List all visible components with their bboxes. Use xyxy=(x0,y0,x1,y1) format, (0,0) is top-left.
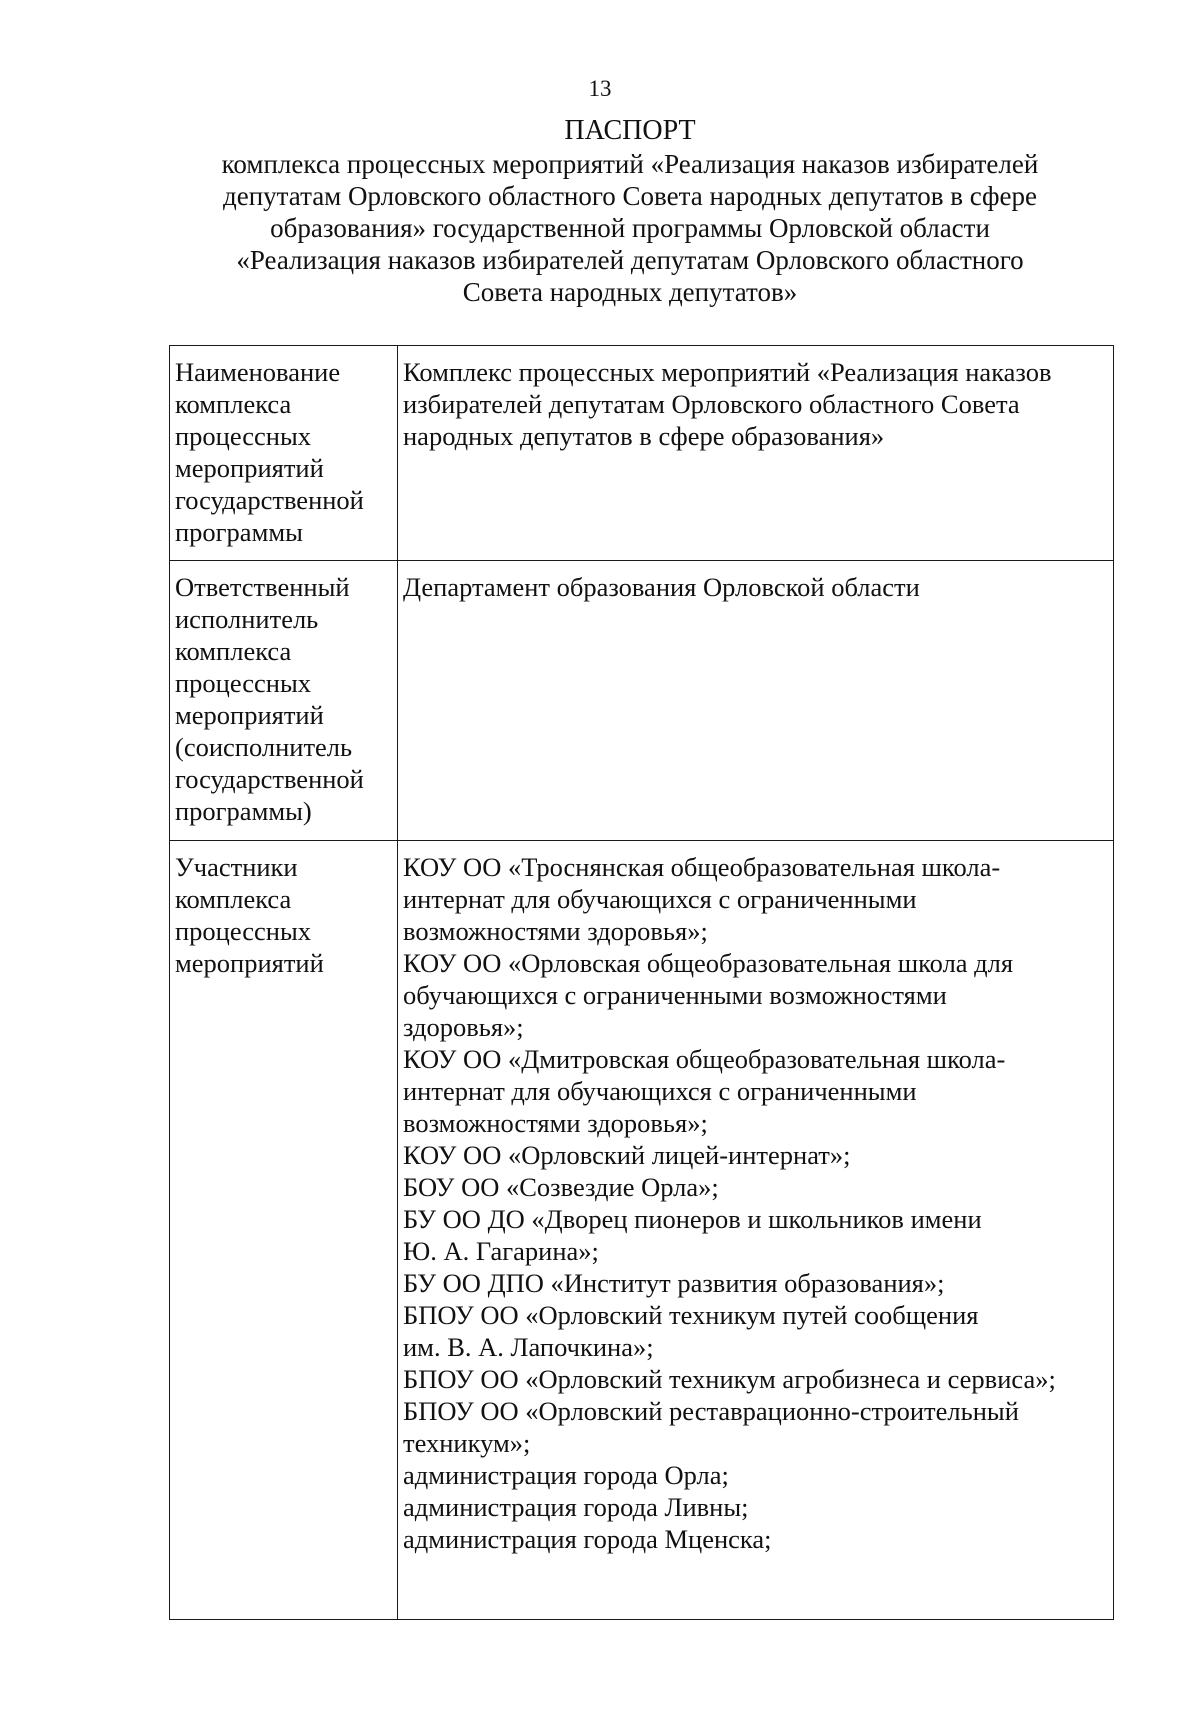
participant-line: КОУ ОО «Орловский лицей-интернат»; xyxy=(403,1140,851,1170)
participant-line: обучающихся с ограниченными возможностями xyxy=(403,980,947,1010)
row-value-cell xyxy=(398,841,1114,1620)
row-value-line: Комплекс процессных мероприятий «Реализация наказов xyxy=(403,357,1052,387)
participant-line: БПОУ ОО «Орловский реставрационно-строительный xyxy=(403,1396,1019,1426)
row-label-line: процессных xyxy=(175,916,312,946)
table-row-responsible-executor xyxy=(170,561,1114,841)
page-number: 13 xyxy=(588,76,612,101)
participant-line: возможностями здоровья»; xyxy=(403,916,708,946)
row-label-line: программы) xyxy=(175,796,312,826)
participant-line: возможностями здоровья»; xyxy=(403,1108,708,1138)
heading-line: образования» государственной программы Орловской области xyxy=(270,213,990,243)
row-label-line: комплекса xyxy=(175,636,292,666)
heading-line: Совета народных депутатов» xyxy=(462,277,798,307)
table-row-program-name xyxy=(170,346,1114,561)
row-label-line: процессных xyxy=(175,668,312,698)
row-label-line: государственной xyxy=(175,764,364,794)
participant-line: администрация города Орла; xyxy=(403,1460,729,1490)
participant-line: БПОУ ОО «Орловский техникум путей сообщения xyxy=(403,1300,979,1330)
document-heading xyxy=(150,114,1110,308)
participant-line: КОУ ОО «Дмитровская общеобразовательная школа- xyxy=(403,1044,1006,1074)
participant-line: администрация города Мценска; xyxy=(403,1524,772,1554)
table-row-participants xyxy=(170,841,1114,1620)
row-label-line: процессных xyxy=(175,421,312,451)
row-label-line: Участники xyxy=(175,852,298,882)
participant-line: Ю. А. Гагарина»; xyxy=(403,1236,599,1266)
participant-line: БУ ОО ДПО «Институт развития образования»; xyxy=(403,1268,945,1298)
row-label-line: (соисполнитель xyxy=(175,732,353,762)
row-value-cell xyxy=(398,346,1114,561)
row-label-line: государственной xyxy=(175,485,364,515)
row-label-line: комплекса xyxy=(175,389,292,419)
document-title: ПАСПОРТ xyxy=(564,115,696,146)
participant-line: интернат для обучающихся с ограниченными xyxy=(403,1076,917,1106)
participant-line: администрация города Ливны; xyxy=(403,1492,749,1522)
heading-line: комплекса процессных мероприятий «Реализация наказов избирателей xyxy=(221,149,1039,179)
row-label-line: мероприятий xyxy=(175,948,324,978)
participant-line: БОУ ОО «Созвездие Орла»; xyxy=(403,1172,719,1202)
row-label-line: комплекса xyxy=(175,884,292,914)
row-label-line: мероприятий xyxy=(175,700,324,730)
participant-line: БУ ОО ДО «Дворец пионеров и школьников имени xyxy=(403,1204,982,1234)
participant-line: БПОУ ОО «Орловский техникум агробизнеса и сервиса»; xyxy=(403,1364,1056,1394)
participant-line: техникум»; xyxy=(403,1428,531,1458)
row-label-line: мероприятий xyxy=(175,453,324,483)
participant-line: им. В. А. Лапочкина»; xyxy=(403,1332,654,1362)
heading-line: депутатам Орловского областного Совета народных депутатов в сфере xyxy=(222,181,1037,211)
row-label-line: программы xyxy=(175,517,303,547)
heading-line: «Реализация наказов избирателей депутатам Орловского областного xyxy=(236,245,1024,275)
participant-line: здоровья»; xyxy=(403,1012,524,1042)
row-label-cell xyxy=(170,346,398,561)
passport-table xyxy=(169,345,1114,1620)
participant-line: интернат для обучающихся с ограниченными xyxy=(403,884,917,914)
row-label-line: исполнитель xyxy=(175,604,319,634)
row-value-cell xyxy=(398,561,1114,841)
row-label-cell xyxy=(170,561,398,841)
row-value-line: Департамент образования Орловской области xyxy=(403,572,920,602)
row-label-line: Ответственный xyxy=(175,572,350,602)
row-label-cell xyxy=(170,841,398,1620)
row-label-line: Наименование xyxy=(175,357,341,387)
row-value-line: народных депутатов в сфере образования» xyxy=(403,421,885,451)
participant-line: КОУ ОО «Орловская общеобразовательная школа для xyxy=(403,948,1014,978)
participant-line: КОУ ОО «Троснянская общеобразовательная школа- xyxy=(403,852,1001,882)
row-value-line: избирателей депутатам Орловского областного Совета xyxy=(403,389,1020,419)
